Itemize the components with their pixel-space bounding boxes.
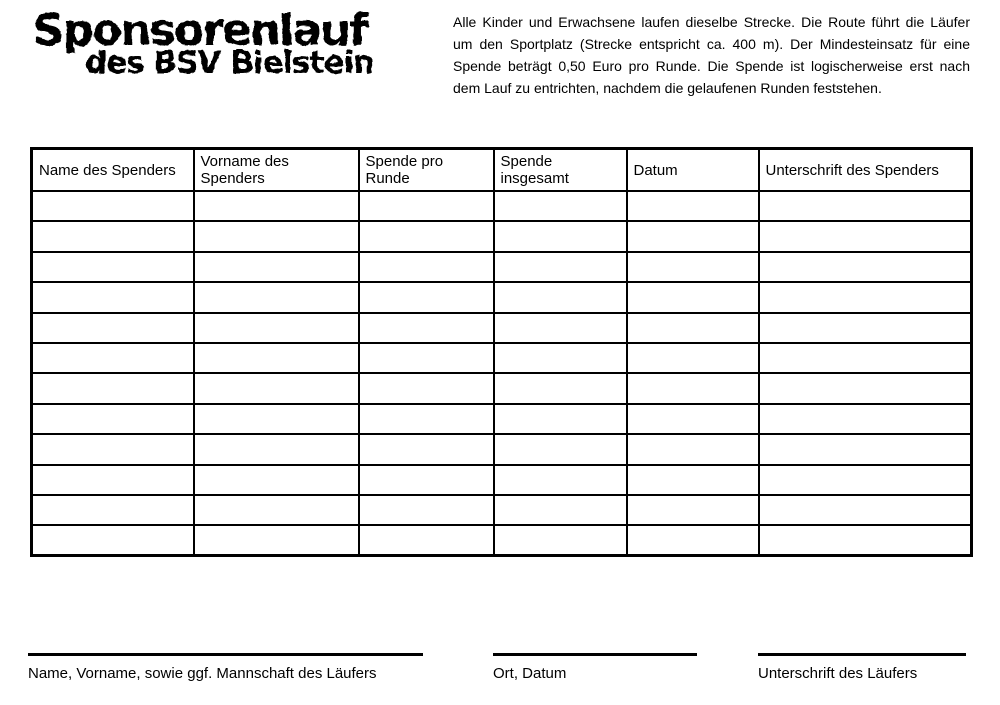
table-cell xyxy=(194,404,359,434)
table-cell xyxy=(194,282,359,312)
table-cell xyxy=(359,221,494,251)
table-cell xyxy=(759,525,972,555)
table-cell xyxy=(32,434,194,464)
table-cell xyxy=(759,191,972,221)
table-row xyxy=(32,525,972,555)
column-header-spende-pro-runde: Spende pro Runde xyxy=(359,149,494,192)
table-cell xyxy=(627,404,759,434)
table-cell xyxy=(359,191,494,221)
form-subtitle: des BSV Bielstein xyxy=(85,45,375,82)
table-row xyxy=(32,434,972,464)
table-cell xyxy=(759,434,972,464)
table-cell xyxy=(194,525,359,555)
table-cell xyxy=(32,404,194,434)
table-cell xyxy=(627,282,759,312)
table-cell xyxy=(359,404,494,434)
table-cell xyxy=(627,373,759,403)
table-cell xyxy=(759,373,972,403)
table-cell xyxy=(359,465,494,495)
signature-line xyxy=(28,653,423,656)
table-cell xyxy=(627,191,759,221)
table-row xyxy=(32,282,972,312)
table-cell xyxy=(759,343,972,373)
table-cell xyxy=(627,465,759,495)
table-cell xyxy=(494,404,627,434)
table-cell xyxy=(32,525,194,555)
table-cell xyxy=(627,313,759,343)
table-cell xyxy=(32,495,194,525)
table-row xyxy=(32,343,972,373)
table-cell xyxy=(359,313,494,343)
column-header-spende-insgesamt: Spende insgesamt xyxy=(494,149,627,192)
table-cell xyxy=(194,495,359,525)
table-cell xyxy=(194,221,359,251)
table-cell xyxy=(494,434,627,464)
table-cell xyxy=(627,252,759,282)
table-cell xyxy=(194,191,359,221)
table-cell xyxy=(494,282,627,312)
table-cell xyxy=(759,252,972,282)
table-header-row xyxy=(32,149,972,192)
table-cell xyxy=(494,252,627,282)
table-cell xyxy=(494,191,627,221)
sponsor-table xyxy=(30,147,973,557)
signature-line xyxy=(758,653,966,656)
table-row xyxy=(32,313,972,343)
signature-line xyxy=(493,653,697,656)
table-row xyxy=(32,495,972,525)
signature-block-runner-signature xyxy=(758,653,966,682)
column-header-unterschrift: Unterschrift des Spenders xyxy=(759,149,972,192)
table-cell xyxy=(494,465,627,495)
table-cell xyxy=(32,191,194,221)
table-cell xyxy=(194,313,359,343)
signature-label: Ort, Datum xyxy=(493,665,567,682)
table-cell xyxy=(759,495,972,525)
table-cell xyxy=(627,343,759,373)
intro-line-1: Alle Kinder und Erwachsene laufen dieselbe Strecke. Die Route führt die Läufer xyxy=(453,14,970,30)
table-cell xyxy=(759,404,972,434)
table-cell xyxy=(194,434,359,464)
table-cell xyxy=(359,495,494,525)
table-cell xyxy=(627,434,759,464)
table-cell xyxy=(759,282,972,312)
table-cell xyxy=(359,434,494,464)
table-row xyxy=(32,221,972,251)
table-cell xyxy=(32,373,194,403)
form-title-block xyxy=(33,5,375,82)
table-cell xyxy=(32,282,194,312)
form-title: Sponsorenlauf xyxy=(33,5,367,56)
table-cell xyxy=(194,343,359,373)
signature-label: Unterschrift des Läufers xyxy=(758,665,918,682)
table-cell xyxy=(494,373,627,403)
table-cell xyxy=(359,282,494,312)
table-row xyxy=(32,373,972,403)
table-cell xyxy=(194,252,359,282)
table-row xyxy=(32,252,972,282)
table-cell xyxy=(494,343,627,373)
table-cell xyxy=(494,313,627,343)
table-cell xyxy=(627,495,759,525)
table-cell xyxy=(627,221,759,251)
table-cell xyxy=(359,525,494,555)
intro-line-4: dem Lauf zu entrichten, nachdem die gelaufenen Runden feststehen. xyxy=(453,80,882,96)
table-cell xyxy=(494,221,627,251)
intro-line-3: Spende beträgt 0,50 Euro pro Runde. Die Spende ist logischerweise erst nach xyxy=(453,58,970,74)
table-cell xyxy=(32,465,194,495)
sponsor-table-body xyxy=(32,191,972,556)
signature-block-place-date xyxy=(493,653,697,682)
table-cell xyxy=(494,495,627,525)
intro-line-2: um den Sportplatz (Strecke entspricht ca. 400 m). Der Mindesteinsatz für eine xyxy=(453,36,970,52)
table-cell xyxy=(359,252,494,282)
table-cell xyxy=(359,373,494,403)
table-cell xyxy=(759,221,972,251)
table-cell xyxy=(194,373,359,403)
column-header-datum: Datum xyxy=(627,149,759,192)
table-cell xyxy=(359,343,494,373)
signature-block-runner-name xyxy=(28,653,423,682)
table-cell xyxy=(32,343,194,373)
table-cell xyxy=(759,313,972,343)
table-row xyxy=(32,465,972,495)
table-cell xyxy=(759,465,972,495)
table-cell xyxy=(32,252,194,282)
column-header-name: Name des Spenders xyxy=(32,149,194,192)
signature-label: Name, Vorname, sowie ggf. Mannschaft des Läufers xyxy=(28,665,377,682)
table-cell xyxy=(627,525,759,555)
column-header-vorname: Vorname des Spenders xyxy=(194,149,359,192)
table-cell xyxy=(32,313,194,343)
table-row xyxy=(32,404,972,434)
intro-paragraph xyxy=(453,11,970,99)
table-row xyxy=(32,191,972,221)
table-cell xyxy=(494,525,627,555)
table-cell xyxy=(32,221,194,251)
table-cell xyxy=(194,465,359,495)
